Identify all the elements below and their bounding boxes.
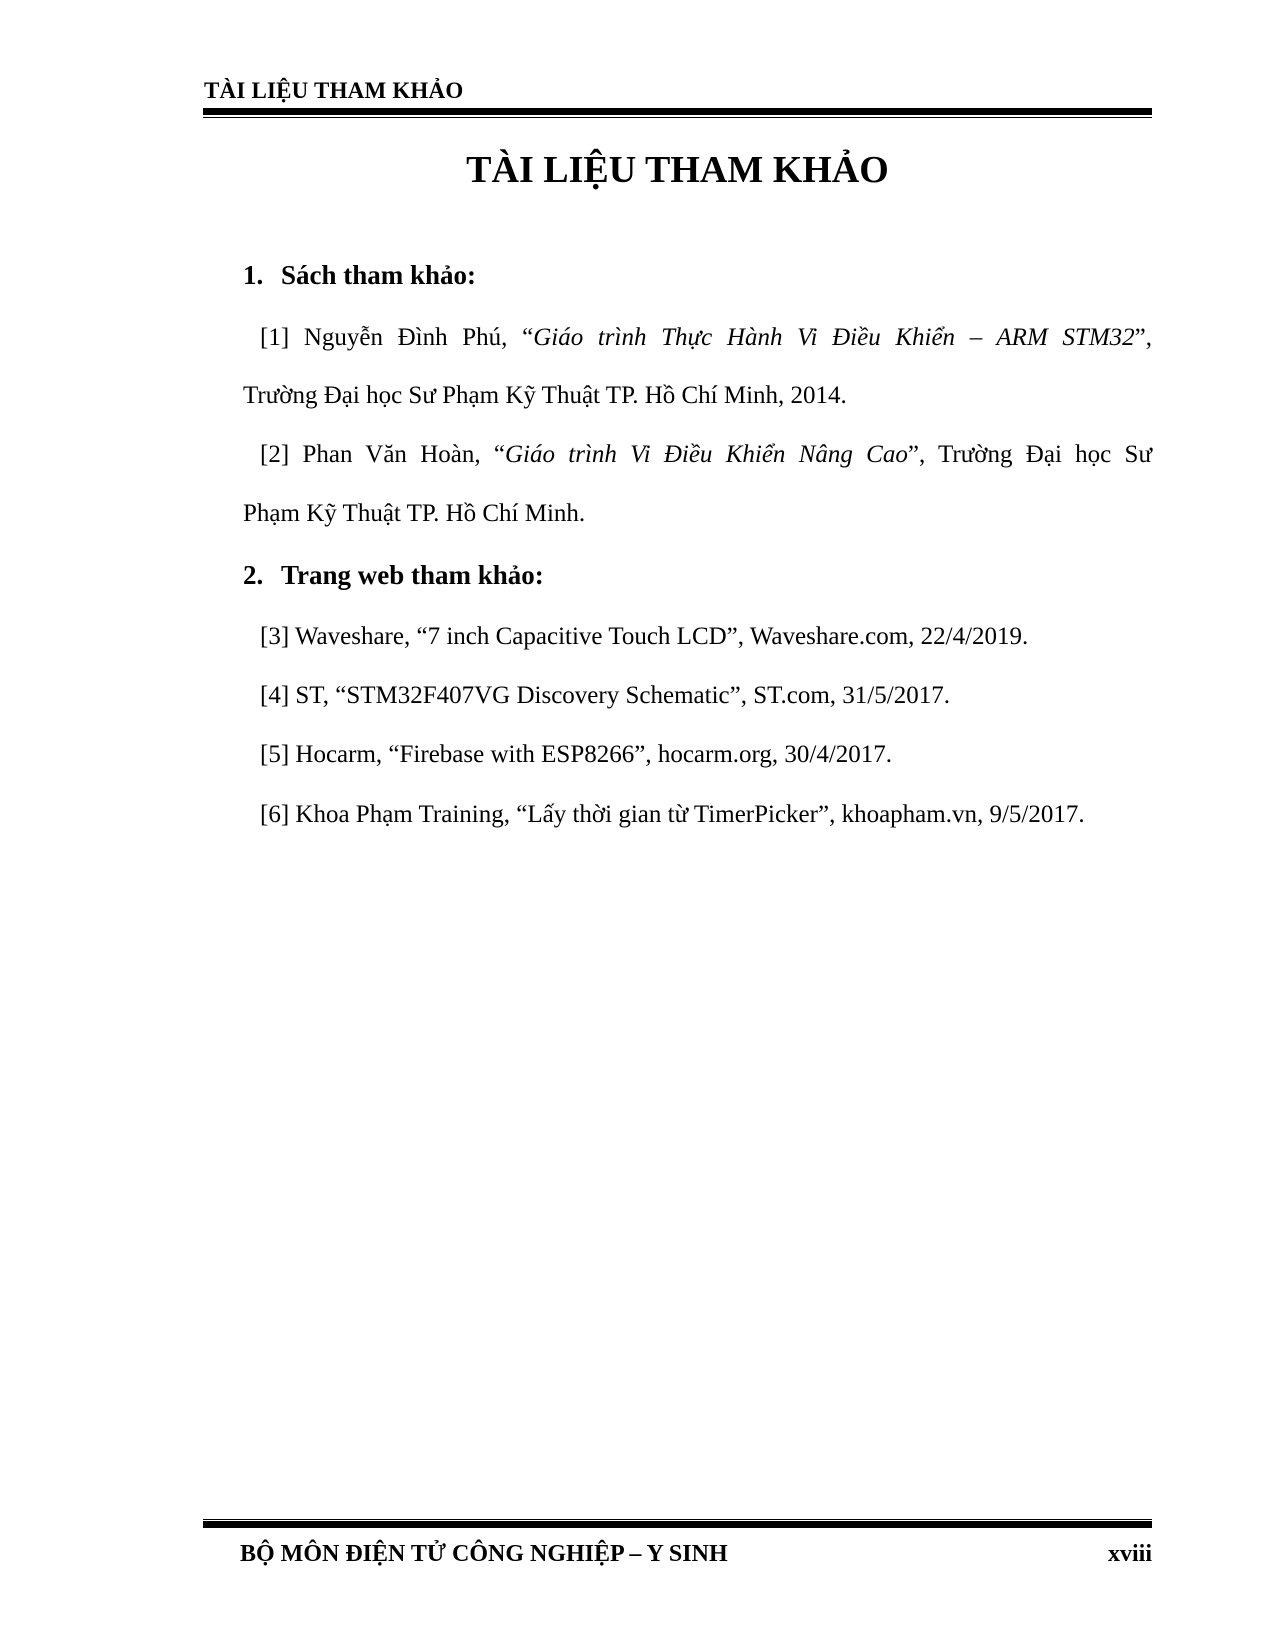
running-header: TÀI LIỆU THAM KHẢO: [204, 78, 464, 103]
page-title: TÀI LIỆU THAM KHẢO: [466, 149, 889, 191]
reference-6: [6] Khoa Phạm Training, “Lấy thời gian từ TimerPicker”, khoapham.vn, 9/5/2017.: [260, 801, 1085, 828]
section-heading-books: [243, 260, 476, 291]
section-number: 2.: [243, 560, 264, 590]
section-title: Trang web tham khảo:: [281, 560, 544, 590]
footer-rule: [203, 1521, 1152, 1528]
footer-department: BỘ MÔN ĐIỆN TỬ CÔNG NGHIỆP – Y SINH: [240, 1541, 728, 1567]
reference-id: [2]: [260, 441, 290, 468]
header-rule-thin: [203, 117, 1152, 118]
reference-author: Nguyễn Đình Phú,: [303, 324, 508, 351]
reference-1-continuation: Trường Đại học Sư Phạm Kỹ Thuật TP. Hồ Chí Minh, 2014.: [243, 382, 847, 409]
reference-2: [260, 441, 1152, 469]
open-quote: “: [493, 441, 505, 468]
footer-rule-thin: [203, 1519, 1152, 1520]
page-number: xviii: [1107, 1541, 1152, 1567]
section-heading-websites: [243, 560, 544, 591]
section-number: 1.: [243, 260, 264, 290]
reference-4: [4] ST, “STM32F407VG Discovery Schematic”, ST.com, 31/5/2017.: [260, 682, 950, 709]
reference-3: [3] Waveshare, “7 inch Capacitive Touch LCD”, Waveshare.com, 22/4/2019.: [260, 623, 1029, 650]
reference-1: [260, 324, 1152, 352]
reference-id: [1]: [260, 324, 290, 351]
reference-work: Giáo trình Thực Hành Vi Điều Khiển – ARM STM32: [533, 324, 1135, 351]
header-rule: [203, 108, 1152, 115]
close-quote: ”, Trường Đại học Sư: [907, 441, 1152, 468]
section-title: Sách tham khảo:: [281, 260, 477, 290]
reference-5: [5] Hocarm, “Firebase with ESP8266”, hocarm.org, 30/4/2017.: [260, 741, 893, 768]
close-quote: ”,: [1134, 324, 1153, 351]
reference-work: Giáo trình Vi Điều Khiển Nâng Cao: [505, 441, 908, 468]
open-quote: “: [522, 324, 534, 351]
reference-2-continuation: Phạm Kỹ Thuật TP. Hồ Chí Minh.: [243, 500, 586, 527]
reference-author: Phan Văn Hoàn,: [302, 441, 481, 468]
